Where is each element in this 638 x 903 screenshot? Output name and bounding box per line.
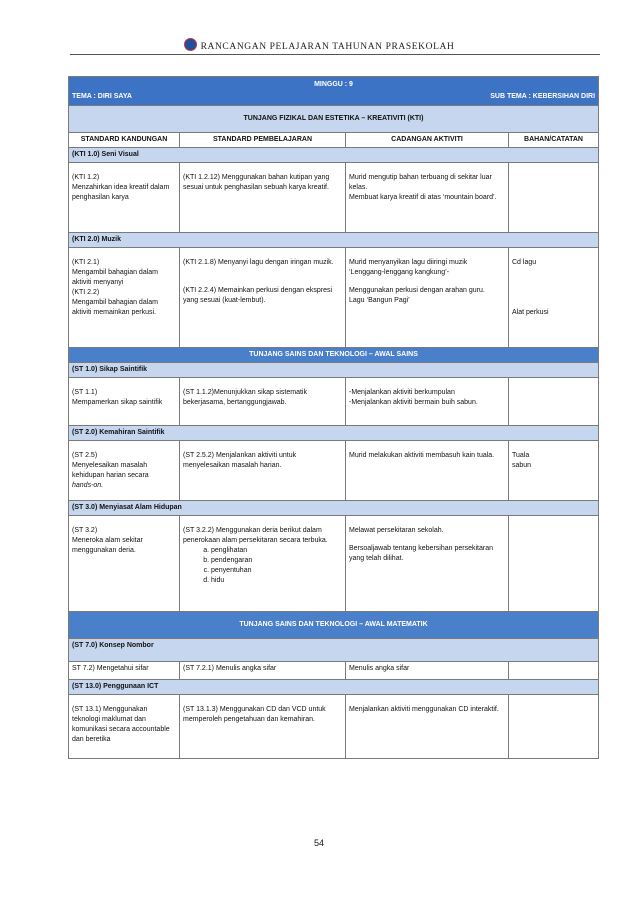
st7-sp: (ST 7.2.1) Menulis angka sifar	[180, 662, 346, 680]
subsection-row	[69, 501, 599, 516]
col-cadangan-aktiviti: CADANGAN AKTIVITI	[346, 133, 509, 148]
table-row	[69, 248, 599, 348]
subsection-row	[69, 363, 599, 378]
kti1-head: (KTI 1.0) Seni Visual	[69, 148, 599, 163]
st3-sk: (ST 3.2) Meneroka alam sekitar menggunakan deria.	[69, 516, 180, 612]
st7-head: (ST 7.0) Konsep Nombor	[69, 639, 599, 662]
subsection-row	[69, 148, 599, 163]
header-title: RANCANGAN PELAJARAN TAHUNAN PRASEKOLAH	[200, 42, 455, 52]
subsection-row	[69, 639, 599, 662]
kti2-ca: Murid menyanyikan lagu diiringi muzik ‘Lenggang-lenggang kangkung’- Menggunakan perkusi dengan arahan guru. Lagu ‘Bangun Pagi’	[346, 248, 509, 348]
col-standard-pembelajaran: STANDARD PEMBELAJARAN	[180, 133, 346, 148]
st1-ca: -Menjalankan aktiviti berkumpulan -Menjalankan aktiviti bermain buih sabun.	[346, 378, 509, 426]
st2-bahan: Tuala sabun	[509, 441, 599, 501]
col-standard-kandungan: STANDARD KANDUNGAN	[69, 133, 180, 148]
subsection-row	[69, 233, 599, 248]
st13-ca: Menjalankan aktiviti menggunakan CD interaktif.	[346, 695, 509, 759]
band-awal-sains: TUNJANG SAINS DAN TEKNOLOGI – AWAL SAINS	[69, 348, 599, 363]
st1-head: (ST 1.0) Sikap Saintifik	[69, 363, 599, 378]
st13-sk: (ST 13.1) Menggunakan teknologi maklumat dan komunikasi secara accountable dan beretika	[69, 695, 180, 759]
section-band-matematik	[69, 612, 599, 639]
table-row	[69, 695, 599, 759]
lesson-plan-table	[68, 76, 599, 759]
kti2-sk: (KTI 2.1) Mengambil bahagian dalam aktiviti menyanyi (KTI 2.2) Mengambil bahagian dalam aktiviti memainkan perkusi.	[69, 248, 180, 348]
kti2-head: (KTI 2.0) Muzik	[69, 233, 599, 248]
st13-sp: (ST 13.1.3) Menggunakan CD dan VCD untuk memperoleh pengetahuan dan kemahiran.	[180, 695, 346, 759]
table-row	[69, 516, 599, 612]
ministry-logo-icon	[184, 38, 197, 51]
kti2-bahan: Cd lagu Alat perkusi	[509, 248, 599, 348]
section-band-sains	[69, 348, 599, 363]
kti1-sp: (KTI 1.2.12) Menggunakan bahan kutipan yang sesuai untuk penghasilan sebuah karya kreatif.	[180, 163, 346, 233]
st3-ca: Melawat persekitaran sekolah. Bersoaljawab tentang kebersihan persekitaran yang telah dilihat.	[346, 516, 509, 612]
table-row	[69, 163, 599, 233]
st13-head: (ST 13.0) Penggunaan ICT	[69, 680, 599, 695]
st7-ca: Menulis angka sifar	[346, 662, 509, 680]
kti1-sk: (KTI 1.2) Menzahirkan idea kreatif dalam penghasilan karya	[69, 163, 180, 233]
tema-label: TEMA : DIRI SAYA	[72, 93, 132, 100]
deria-list: a. penglihatan b. pendengaran c. penyentuhan d. hidu	[183, 546, 342, 586]
st1-sp: (ST 1.1.2)Menunjukkan sikap sistematik bekerjasama, bertanggungjawab.	[180, 378, 346, 426]
page-header	[0, 38, 638, 52]
subsection-row	[69, 680, 599, 695]
st3-bahan	[509, 516, 599, 612]
st3-head: (ST 3.0) Menyiasat Alam Hidupan	[69, 501, 599, 516]
minggu-label: MINGGU : 9	[314, 81, 353, 88]
st2-sp: (ST 2.5.2) Menjalankan aktiviti untuk menyelesaikan masalah harian.	[180, 441, 346, 501]
kti2-sp: (KTI 2.1.8) Menyanyi lagu dengan iringan muzik. (KTI 2.2.4) Memainkan perkusi dengan ekspresi yang sesuai (kuat-lembut).	[180, 248, 346, 348]
st1-bahan	[509, 378, 599, 426]
kti1-bahan	[509, 163, 599, 233]
column-header-row	[69, 133, 599, 148]
st2-ca: Murid melakukan aktiviti membasuh kain tuala.	[346, 441, 509, 501]
st1-sk: (ST 1.1) Mempamerkan sikap saintifik	[69, 378, 180, 426]
st13-bahan	[509, 695, 599, 759]
st2-sk: (ST 2.5) Menyelesaikan masalah kehidupan harian secara hands-on.	[69, 441, 180, 501]
header-rule	[70, 54, 600, 55]
table-row	[69, 662, 599, 680]
st3-sp: (ST 3.2.2) Menggunakan deria berikut dalam penerokaan alam persekitaran secara terbuka. a. penglihatan b. pendengaran c. penyentuhan d. hidu	[180, 516, 346, 612]
top-header-row	[69, 77, 599, 106]
kti1-ca: Murid mengutip bahan terbuang di sekitar luar kelas. Membuat karya kreatif di atas ‘mountain board’.	[346, 163, 509, 233]
band-kreativiti: TUNJANG FIZIKAL DAN ESTETIKA – KREATIVITI (KTI)	[69, 106, 599, 133]
st7-sk: ST 7.2) Mengetahui sifar	[69, 662, 180, 680]
band-awal-matematik: TUNJANG SAINS DAN TEKNOLOGI – AWAL MATEMATIK	[69, 612, 599, 639]
col-bahan-catatan: BAHAN/CATATAN	[509, 133, 599, 148]
table-row	[69, 378, 599, 426]
section-band-kreativiti	[69, 106, 599, 133]
subsection-row	[69, 426, 599, 441]
table-row	[69, 441, 599, 501]
page-number: 54	[313, 838, 324, 848]
st7-bahan	[509, 662, 599, 680]
subtema-label: SUB TEMA : KEBERSIHAN DIRI	[490, 93, 596, 100]
st2-head: (ST 2.0) Kemahiran Saintifik	[69, 426, 599, 441]
